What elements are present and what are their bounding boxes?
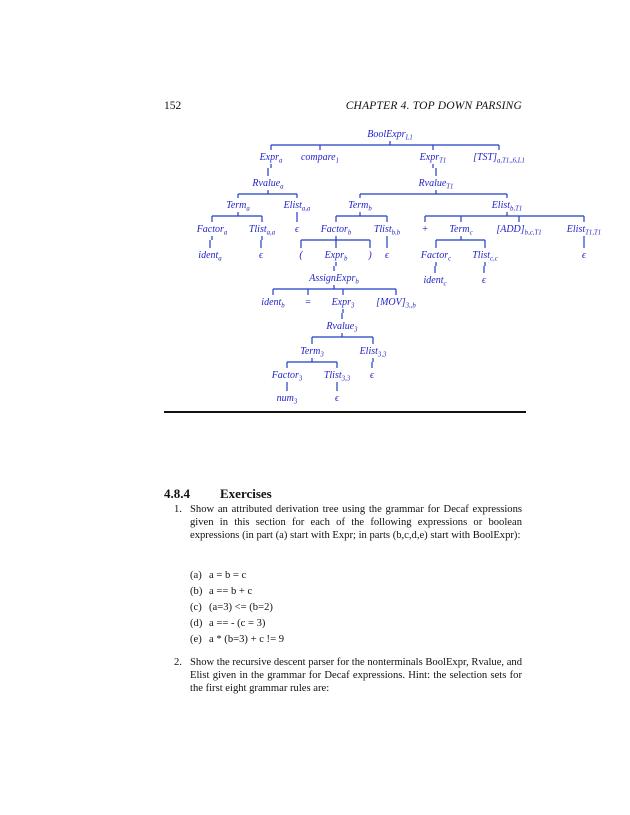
part-a — [190, 568, 510, 584]
tree-node-expr-b: Expr$_b$ — [324, 250, 348, 263]
running-head: CHAPTER 4. TOP DOWN PARSING — [345, 100, 522, 112]
tree-node-factor-3: Factor$_3$ — [271, 370, 303, 383]
part-label: (a) — [190, 570, 202, 581]
tree-node-lparen: ( — [299, 250, 303, 261]
tree-node-term-c: Term$_c$ — [449, 224, 473, 237]
exercise-2 — [174, 657, 523, 695]
part-expression: a = b = c — [209, 570, 247, 581]
tree-node-rparen: ) — [368, 250, 372, 261]
tree-node-expr-t1: Expr$_{T1}$ — [419, 152, 447, 165]
tree-node-term-a: Term$_a$ — [226, 200, 250, 213]
tree-node-ident-a: ident$_a$ — [198, 250, 222, 263]
part-d — [190, 616, 510, 632]
tree-node-tst: $[TST]_{a,T1,,6,L1}$ — [473, 152, 525, 165]
tree-node-expr-a: Expr$_a$ — [259, 152, 283, 165]
tree-node-elist-33: Elist$_{3,3}$ — [359, 346, 387, 359]
figure-bottom-rule — [164, 411, 526, 413]
tree-node-factor-a: Factor$_a$ — [196, 224, 228, 237]
section-number: 4.8.4 — [164, 486, 190, 501]
tree-node-term-3: Term$_3$ — [300, 346, 324, 359]
tree-node-compare: compare$_1$ — [300, 152, 340, 165]
tree-node-elist-t1t1: Elist$_{T1,T1}$ — [566, 224, 602, 237]
tree-node-tlist-aa: Tlist$_{a,a}$ — [248, 224, 276, 237]
tree-node-eps-tlist-33: ϵ — [334, 393, 340, 404]
part-label: (d) — [190, 618, 203, 629]
part-e — [190, 632, 510, 648]
part-expression: (a=3) <= (b=2) — [209, 602, 273, 613]
tree-node-root: BoolExpr$_{L1}$ — [367, 129, 413, 142]
part-expression: a == - (c = 3) — [209, 618, 266, 629]
part-label: (b) — [190, 586, 203, 597]
tree-node-equals: = — [304, 297, 312, 308]
exercise-1-parts — [190, 568, 510, 648]
section-heading — [164, 486, 522, 502]
tree-node-elist-bt1: Elist$_{b,T1}$ — [491, 200, 523, 213]
tree-node-ident-b: ident$_b$ — [261, 297, 285, 310]
part-expression: a == b + c — [209, 586, 253, 597]
tree-node-tlist-33: Tlist$_{3,3}$ — [323, 370, 351, 383]
exercise-text: Show an attributed derivation tree using the grammar for Decaf expressions given in this section for each of the following expressions or boolean expressions (in part (a) start with Expr; in parts (b,c,d,e) start with BoolExpr): — [190, 504, 522, 541]
tree-node-eps-elist-aa: ϵ — [294, 224, 300, 235]
part-label: (e) — [190, 634, 202, 645]
tree-node-term-b: Term$_b$ — [348, 200, 372, 213]
tree-node-tlist-bb: Tlist$_{b,b}$ — [373, 224, 401, 237]
tree-node-num-3: num$_3$ — [276, 393, 298, 406]
tree-node-add: $[ADD]_{b,c,T1}$ — [496, 224, 542, 237]
tree-node-eps-elist-t1t1: ϵ — [581, 250, 587, 261]
part-expression: a * (b=3) + c != 9 — [209, 634, 284, 645]
part-label: (c) — [190, 602, 202, 613]
tree-node-tlist-cc: Tlist$_{c,c}$ — [472, 250, 498, 263]
exercise-text: Show the recursive descent parser for the nonterminals BoolExpr, Rvalue, and Elist given in the grammar for Decaf expressions. Hint: the selection sets for the first eight grammar rules are: — [190, 657, 523, 694]
tree-node-assign-b: AssignExpr$_b$ — [309, 273, 359, 286]
exercise-number: 2. — [174, 657, 182, 668]
tree-node-rvalue-a: Rvalue$_a$ — [252, 178, 284, 191]
tree-node-factor-b: Factor$_b$ — [320, 224, 352, 237]
page-number: 152 — [164, 100, 182, 112]
tree-node-ident-c: ident$_c$ — [423, 275, 447, 288]
exercise-number: 1. — [174, 504, 182, 515]
tree-node-eps-tlist-bb: ϵ — [384, 250, 390, 261]
tree-node-plus: + — [421, 224, 429, 235]
tree-node-rvalue-t1: Rvalue$_{T1}$ — [418, 178, 454, 191]
tree-node-eps-tlist-aa: ϵ — [258, 250, 264, 261]
part-c — [190, 600, 510, 616]
exercise-1 — [174, 504, 522, 542]
tree-node-mov: $[MOV]_{3,,b}$ — [376, 297, 416, 310]
tree-node-rvalue-3: Rvalue$_3$ — [326, 321, 358, 334]
tree-node-expr-3: Expr$_3$ — [331, 297, 355, 310]
tree-node-eps-tlist-cc: ϵ — [481, 275, 487, 286]
tree-node-elist-aa: Elist$_{a,a}$ — [283, 200, 311, 213]
tree-node-factor-c: Factor$_c$ — [420, 250, 452, 263]
tree-node-eps-elist-33: ϵ — [369, 370, 375, 381]
section-title: Exercises — [220, 486, 272, 501]
part-b — [190, 584, 510, 600]
